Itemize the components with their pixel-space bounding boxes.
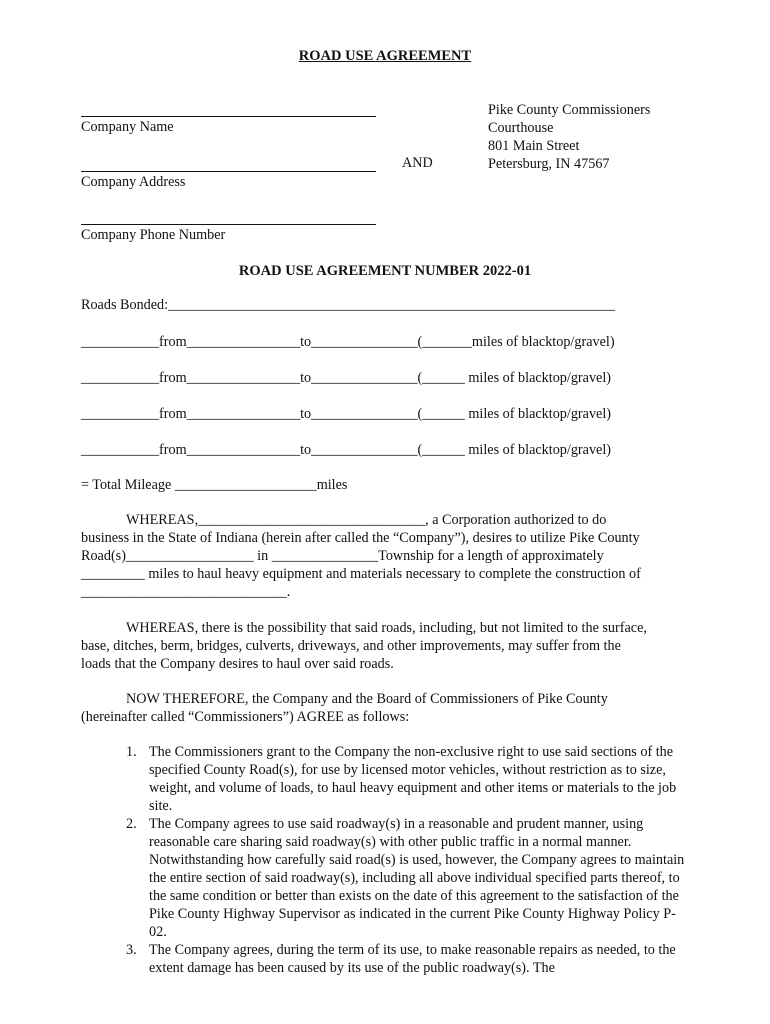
company-phone-line[interactable] xyxy=(81,224,376,225)
now-therefore-line: NOW THEREFORE, the Company and the Board of Commissioners of Pike County xyxy=(126,691,608,707)
commissioners-city: Petersburg, IN 47567 xyxy=(488,156,610,172)
company-address-label: Company Address xyxy=(81,174,186,190)
agreement-number: ROAD USE AGREEMENT NUMBER 2022-01 xyxy=(238,263,532,279)
company-address-line[interactable] xyxy=(81,171,376,172)
list-item xyxy=(126,941,691,977)
list-item xyxy=(126,815,691,941)
commissioners-courthouse: Courthouse xyxy=(488,120,554,136)
list-item-text: The Company agrees, during the term of its use, to make reasonable repairs as needed, to the extent damage has been caused by its use of the public roadway(s). The xyxy=(149,942,676,976)
commissioners-name: Pike County Commissioners xyxy=(488,102,651,118)
list-item-number: 1. xyxy=(126,744,137,760)
list-item xyxy=(126,743,691,815)
whereas1-line: _________ miles to haul heavy equipment and materials necessary to complete the construction of xyxy=(81,566,641,582)
whereas1-line: _____________________________. xyxy=(81,584,291,600)
list-item-number: 3. xyxy=(126,942,137,958)
whereas1-line: business in the State of Indiana (herein after called the “Company”), desires to utilize Pike County xyxy=(81,530,640,546)
list-item-text: The Company agrees to use said roadway(s) in a reasonable and prudent manner, using reasonable care sharing said roadway(s) with other public traffic in a normal manner. Notwithstanding how carefully said road(s) is used, however, the Company agrees to maintain the entire section of said roadway(s), including all above individual specified parts thereof, to the same condition or better than exists on the date of this agreement to the satisfaction of the Pike County Highway Supervisor as indicated in the current Pike County Highway Policy P-02. xyxy=(149,816,685,940)
road-row[interactable]: ___________from________________to_______________(______ miles of blacktop/gravel) xyxy=(81,370,612,386)
company-phone-label: Company Phone Number xyxy=(81,227,226,243)
company-name-line[interactable] xyxy=(81,116,376,117)
whereas2-line: loads that the Company desires to haul over said roads. xyxy=(81,656,394,672)
whereas2-line: base, ditches, berm, bridges, culverts, driveways, and other improvements, may suffer from the xyxy=(81,638,621,654)
company-name-label: Company Name xyxy=(81,119,174,135)
commissioners-street: 801 Main Street xyxy=(488,138,580,154)
now-therefore-line: (hereinafter called “Commissioners”) AGREE as follows: xyxy=(81,709,410,725)
road-row[interactable]: ___________from________________to_______________(_______miles of blacktop/gravel) xyxy=(81,334,615,350)
total-mileage-field[interactable]: = Total Mileage ____________________miles xyxy=(81,477,348,493)
whereas1-line: Road(s)__________________ in _______________Township for a length of approximately xyxy=(81,548,604,564)
whereas2-line: WHEREAS, there is the possibility that said roads, including, but not limited to the surface, xyxy=(126,620,647,636)
whereas1-line: WHEREAS,________________________________, a Corporation authorized to do xyxy=(126,512,607,528)
and-label: AND xyxy=(402,155,433,171)
roads-bonded-field[interactable]: Roads Bonded:_______________________________________________________________ xyxy=(81,297,615,313)
list-item-number: 2. xyxy=(126,816,137,832)
road-row[interactable]: ___________from________________to_______________(______ miles of blacktop/gravel) xyxy=(81,406,612,422)
road-row[interactable]: ___________from________________to_______________(______ miles of blacktop/gravel) xyxy=(81,442,612,458)
list-item-text: The Commissioners grant to the Company the non-exclusive right to use said sections of the specified County Road(s), for use by licensed motor vehicles, without restriction as to size, weight, and volume of loads, to haul heavy equipment and other items or materials to the job site. xyxy=(149,744,677,814)
document-title: ROAD USE AGREEMENT xyxy=(298,48,472,64)
agreement-terms-list xyxy=(126,743,691,977)
